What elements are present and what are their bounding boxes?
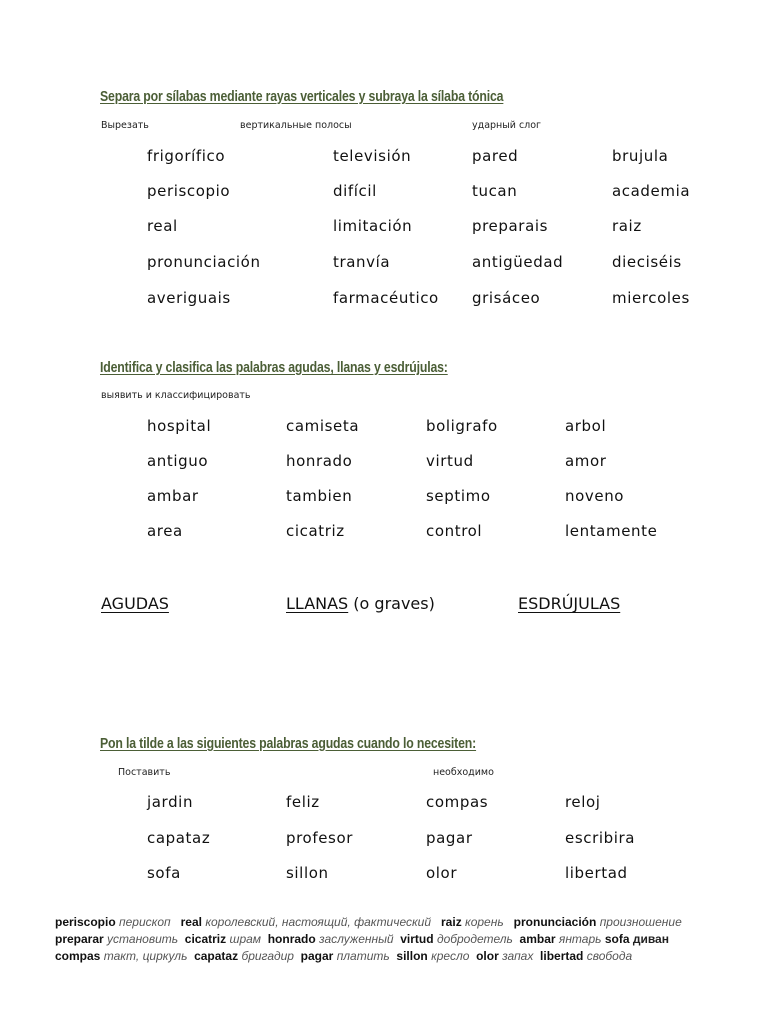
glossary-term: real [180, 915, 202, 929]
glossary-term: libertad [540, 949, 584, 963]
glossary-translation: перископ [119, 915, 171, 929]
glossary-line-3 [55, 948, 682, 965]
word-cell: raiz [612, 217, 642, 235]
word-cell: jardin [147, 793, 194, 811]
word-cell: reloj [565, 793, 601, 811]
glossary-line-2 [55, 931, 682, 948]
section1-translation-1: Вырезать [101, 120, 149, 131]
word-cell: libertad [565, 864, 628, 882]
glossary-translation: запах [502, 949, 534, 963]
word-cell: feliz [286, 793, 320, 811]
section3-title: Pon la tilde a las siguientes palabras agudas cuando lo necesiten: [100, 735, 477, 752]
word-cell: brujula [612, 147, 669, 165]
glossary-translation: платить [336, 949, 390, 963]
word-cell: grisáceo [472, 289, 541, 307]
word-cell: olor [426, 864, 458, 882]
word-cell: control [426, 522, 483, 540]
word-cell: antigüedad [472, 253, 564, 271]
word-cell: sofa [147, 864, 181, 882]
word-cell: sillon [286, 864, 329, 882]
word-cell: limitación [333, 217, 413, 235]
word-cell: pronunciación [147, 253, 261, 271]
word-cell: pared [472, 147, 519, 165]
word-cell: pagar [426, 829, 473, 847]
word-cell: preparais [472, 217, 549, 235]
category-esdrujulas [518, 594, 620, 613]
glossary-term: honrado [267, 932, 316, 946]
word-cell: tambien [286, 487, 353, 505]
glossary-translation: корень [465, 915, 504, 929]
word-cell: miercoles [612, 289, 690, 307]
glossary-translation: диван [632, 932, 669, 946]
section1-translation-3: ударный слог [472, 120, 542, 131]
glossary-term: raiz [441, 915, 462, 929]
category-esdrujulas-label: ESDRÚJULAS [518, 594, 621, 613]
word-cell: farmacéutico [333, 289, 439, 307]
section1-translation-2: вертикальные полосы [240, 120, 352, 131]
word-cell: hospital [147, 417, 212, 435]
glossary [55, 914, 682, 965]
glossary-translation: бригадир [241, 949, 294, 963]
section1-title: Separa por sílabas mediante rayas verticales y subraya la sílaba tónica [100, 88, 504, 105]
word-cell: antiguo [147, 452, 209, 470]
section3-translation-1: Поставить [118, 767, 171, 778]
word-cell: arbol [565, 417, 607, 435]
word-cell: averiguais [147, 289, 231, 307]
glossary-translation: королевский, настоящий, фактический [205, 915, 431, 929]
word-cell: televisión [333, 147, 412, 165]
word-cell: frigorífico [147, 147, 226, 165]
word-cell: septimo [426, 487, 491, 505]
word-cell: capataz [147, 829, 211, 847]
word-cell: camiseta [286, 417, 360, 435]
word-cell: tucan [472, 182, 518, 200]
glossary-translation: такт, циркуль [103, 949, 188, 963]
word-cell: virtud [426, 452, 474, 470]
word-cell: real [147, 217, 178, 235]
word-cell: amor [565, 452, 607, 470]
glossary-term: compas [55, 949, 101, 963]
glossary-translation: янтарь [558, 932, 602, 946]
glossary-term: sillon [396, 949, 428, 963]
word-cell: profesor [286, 829, 354, 847]
glossary-term: periscopio [55, 915, 116, 929]
section2-translation: выявить и классифицировать [101, 390, 251, 401]
glossary-line-1 [55, 914, 682, 931]
word-cell: academia [612, 182, 691, 200]
word-cell: periscopio [147, 182, 231, 200]
glossary-term: ambar [519, 932, 556, 946]
word-cell: noveno [565, 487, 625, 505]
category-agudas [101, 594, 169, 613]
glossary-term: pronunciación [513, 915, 597, 929]
glossary-translation: кресло [431, 949, 470, 963]
word-cell: difícil [333, 182, 377, 200]
word-cell: escribira [565, 829, 636, 847]
word-cell: boligrafo [426, 417, 498, 435]
word-cell: dieciséis [612, 253, 682, 271]
word-cell: ambar [147, 487, 199, 505]
section2-title: Identifica y clasifica las palabras agudas, llanas y esdrújulas: [100, 359, 448, 376]
category-llanas-note: (o graves) [348, 594, 435, 613]
glossary-term: capataz [194, 949, 239, 963]
glossary-term: sofa [604, 932, 630, 946]
section3-translation-2: необходимо [433, 767, 494, 778]
word-cell: lentamente [565, 522, 658, 540]
glossary-term: cicatriz [184, 932, 227, 946]
glossary-term: preparar [55, 932, 104, 946]
glossary-translation: добродетель [436, 932, 513, 946]
glossary-translation: свобода [586, 949, 633, 963]
category-llanas [286, 594, 435, 613]
category-agudas-label: AGUDAS [101, 594, 169, 613]
word-cell: area [147, 522, 183, 540]
word-cell: honrado [286, 452, 353, 470]
glossary-translation: произношение [599, 915, 682, 929]
glossary-term: pagar [300, 949, 334, 963]
word-cell: tranvía [333, 253, 391, 271]
glossary-term: virtud [400, 932, 434, 946]
word-cell: cicatriz [286, 522, 345, 540]
category-llanas-label: LLANAS [286, 594, 349, 613]
glossary-translation: шрам [229, 932, 262, 946]
glossary-translation: установить [107, 932, 179, 946]
word-cell: compas [426, 793, 489, 811]
glossary-translation: заслуженный [319, 932, 394, 946]
glossary-term: olor [476, 949, 499, 963]
